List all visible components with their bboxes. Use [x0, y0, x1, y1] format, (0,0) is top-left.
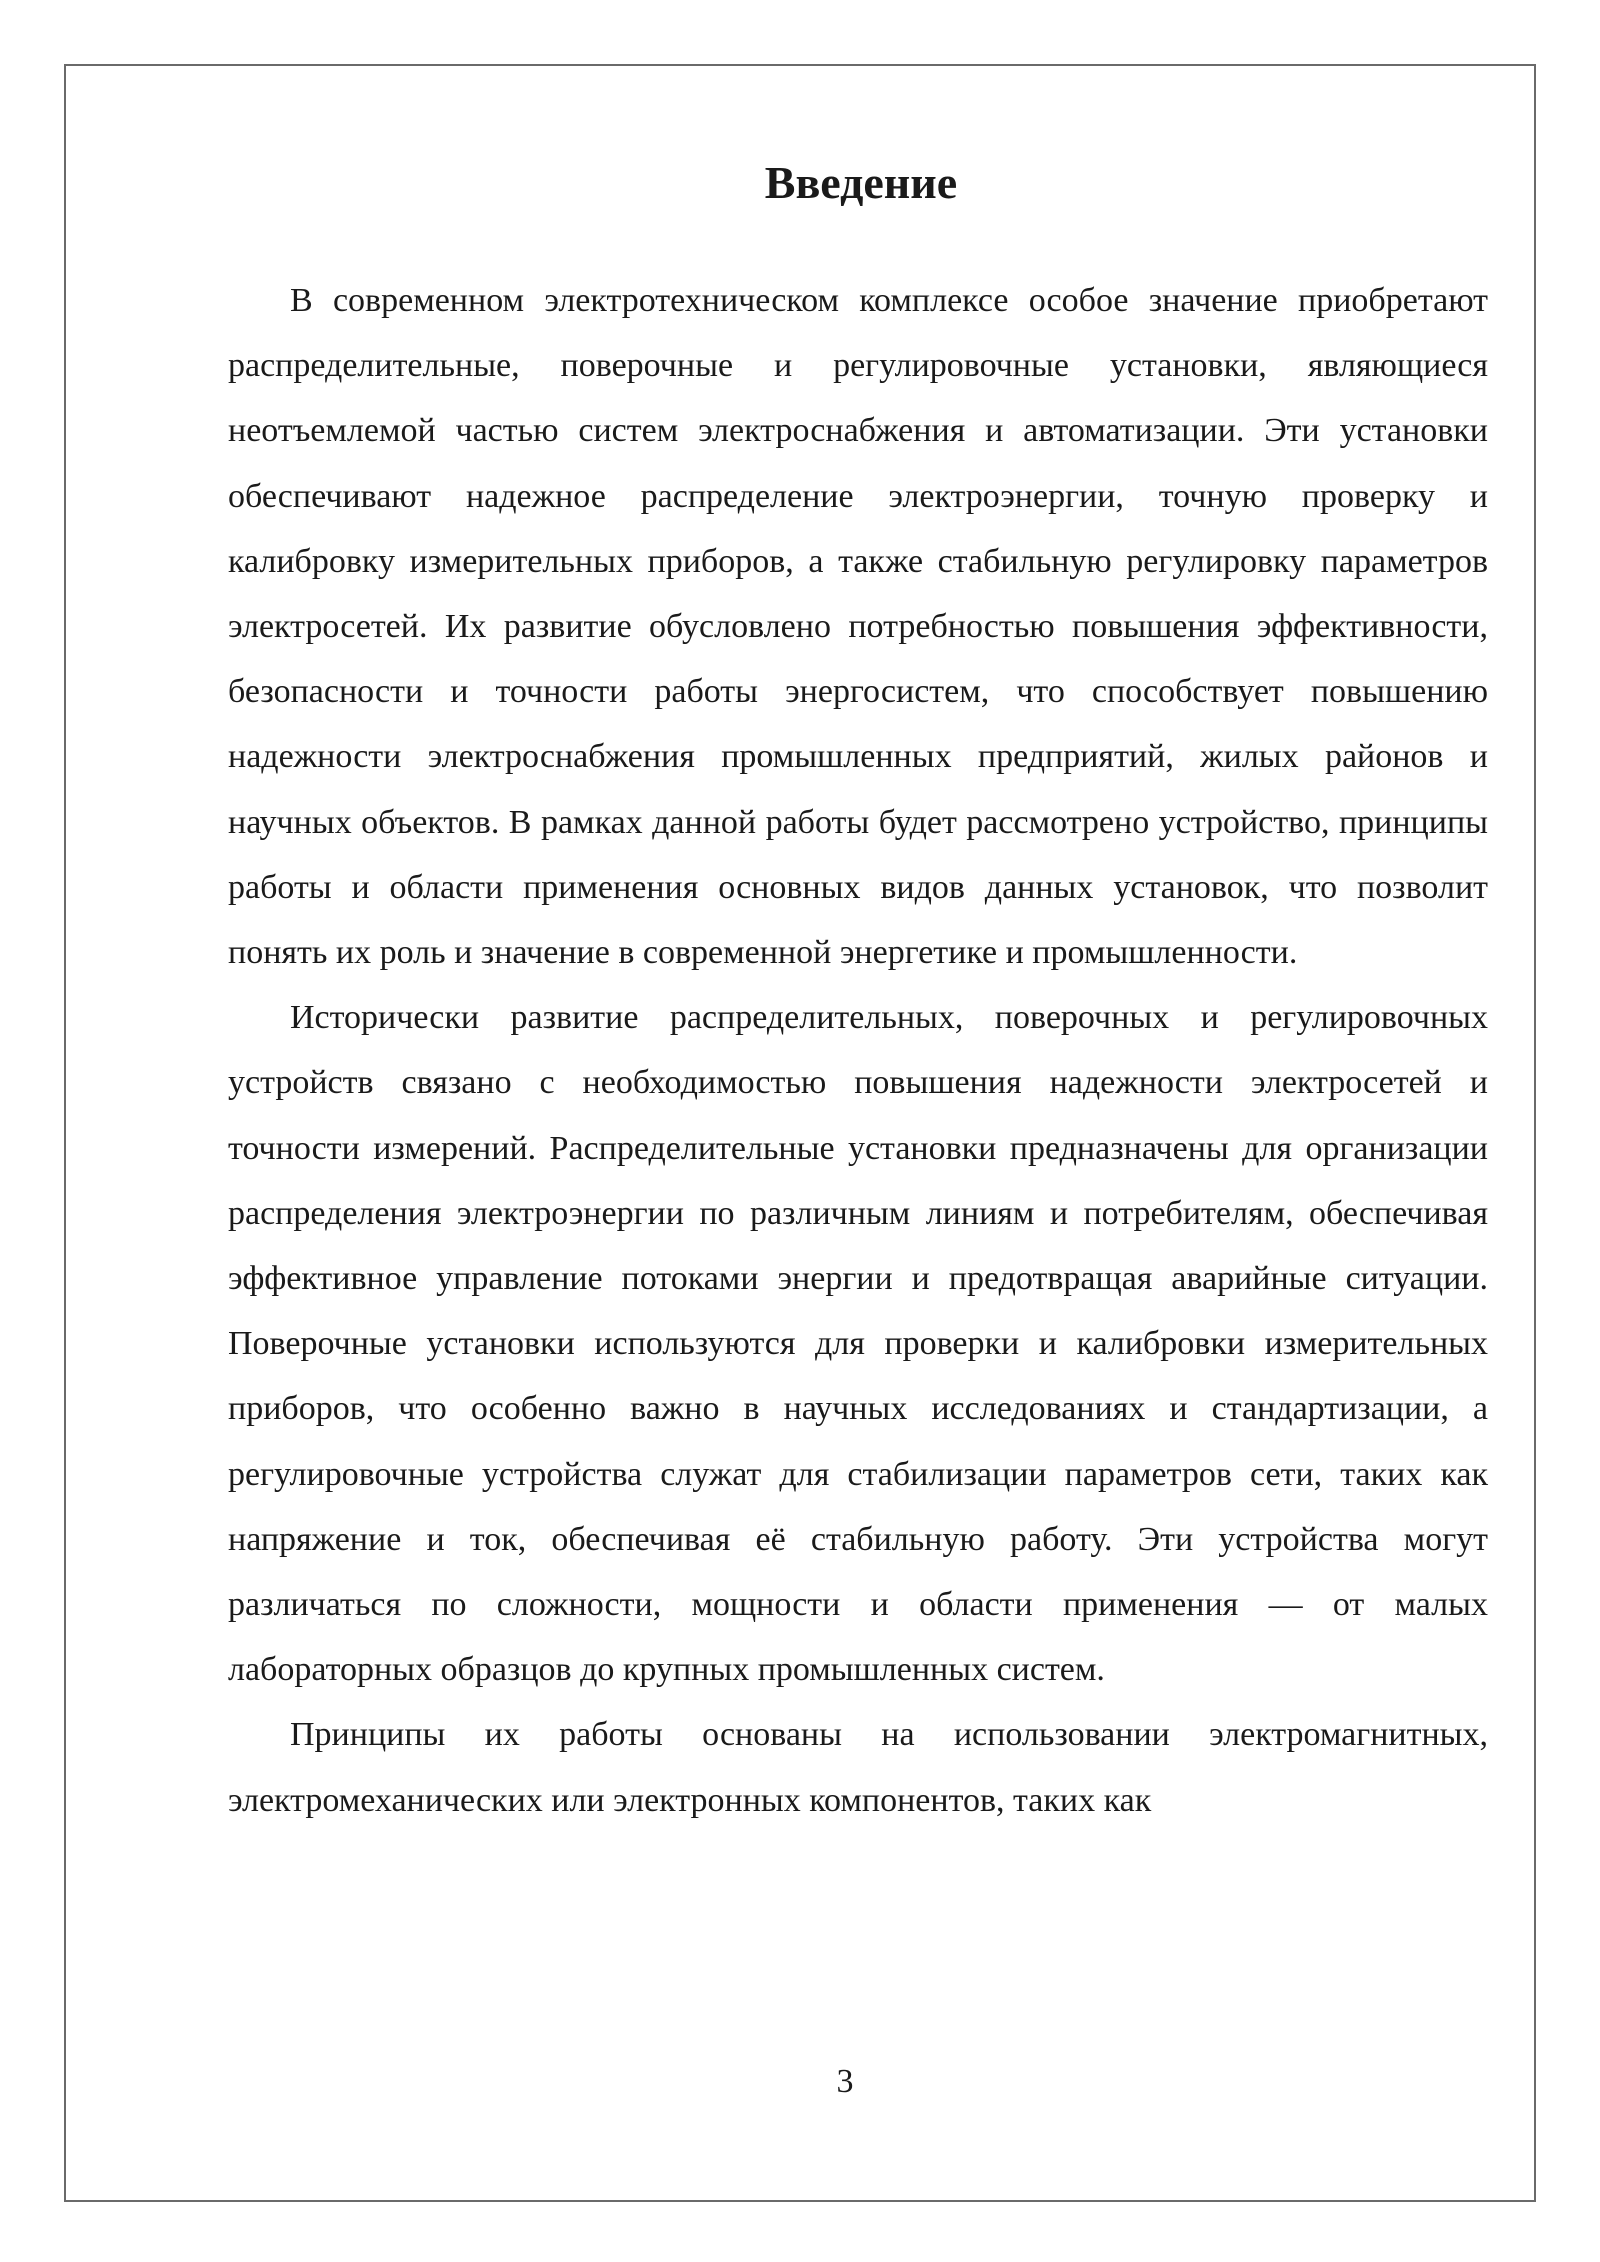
paragraph-3: Принципы их работы основаны на использовании электромагнитных, электромеханических или электронных компонентов, таких как [228, 1716, 1488, 1819]
page-number: 3 [836, 2063, 854, 2100]
page-content [228, 150, 1488, 1833]
body-text [228, 268, 1488, 1833]
paragraph-2: Исторически развитие распределительных, поверочных и регулировочных устройств связано с необходимостью повышения надежности электросетей и точности измерений. Распределительные установки предназначены для организации распределения электроэнергии по различным линиям и потребителям, обеспечивая эффективное управление потоками энергии и предотвращая аварийные ситуации. Поверочные установки используются для проверки и калибровки измерительных приборов, что особенно важно в научных исследованиях и стандартизации, а регулировочные устройства служат для стабилизации параметров сети, таких как напряжение и ток, обеспечивая её стабильную работу. Эти устройства могут различаться по сложности, мощности и области применения — от малых лабораторных образцов до крупных промышленных систем. [228, 999, 1488, 1689]
paragraph-1: В современном электротехническом комплексе особое значение приобретают распределительные, поверочные и регулировочные установки, являющиеся неотъемлемой частью систем электроснабжения и автоматизации. Эти установки обеспечивают надежное распределение электроэнергии, точную проверку и калибровку измерительных приборов, а также стабильную регулировку параметров электросетей. Их развитие обусловлено потребностью повышения эффективности, безопасности и точности работы энергосистем, что способствует повышению надежности электроснабжения промышленных предприятий, жилых районов и научных объектов. В рамках данной работы будет рассмотрено устройство, принципы работы и области применения основных видов данных установок, что позволит понять их роль и значение в современной энергетике и промышленности. [228, 282, 1488, 972]
page-title: Введение [764, 157, 958, 208]
